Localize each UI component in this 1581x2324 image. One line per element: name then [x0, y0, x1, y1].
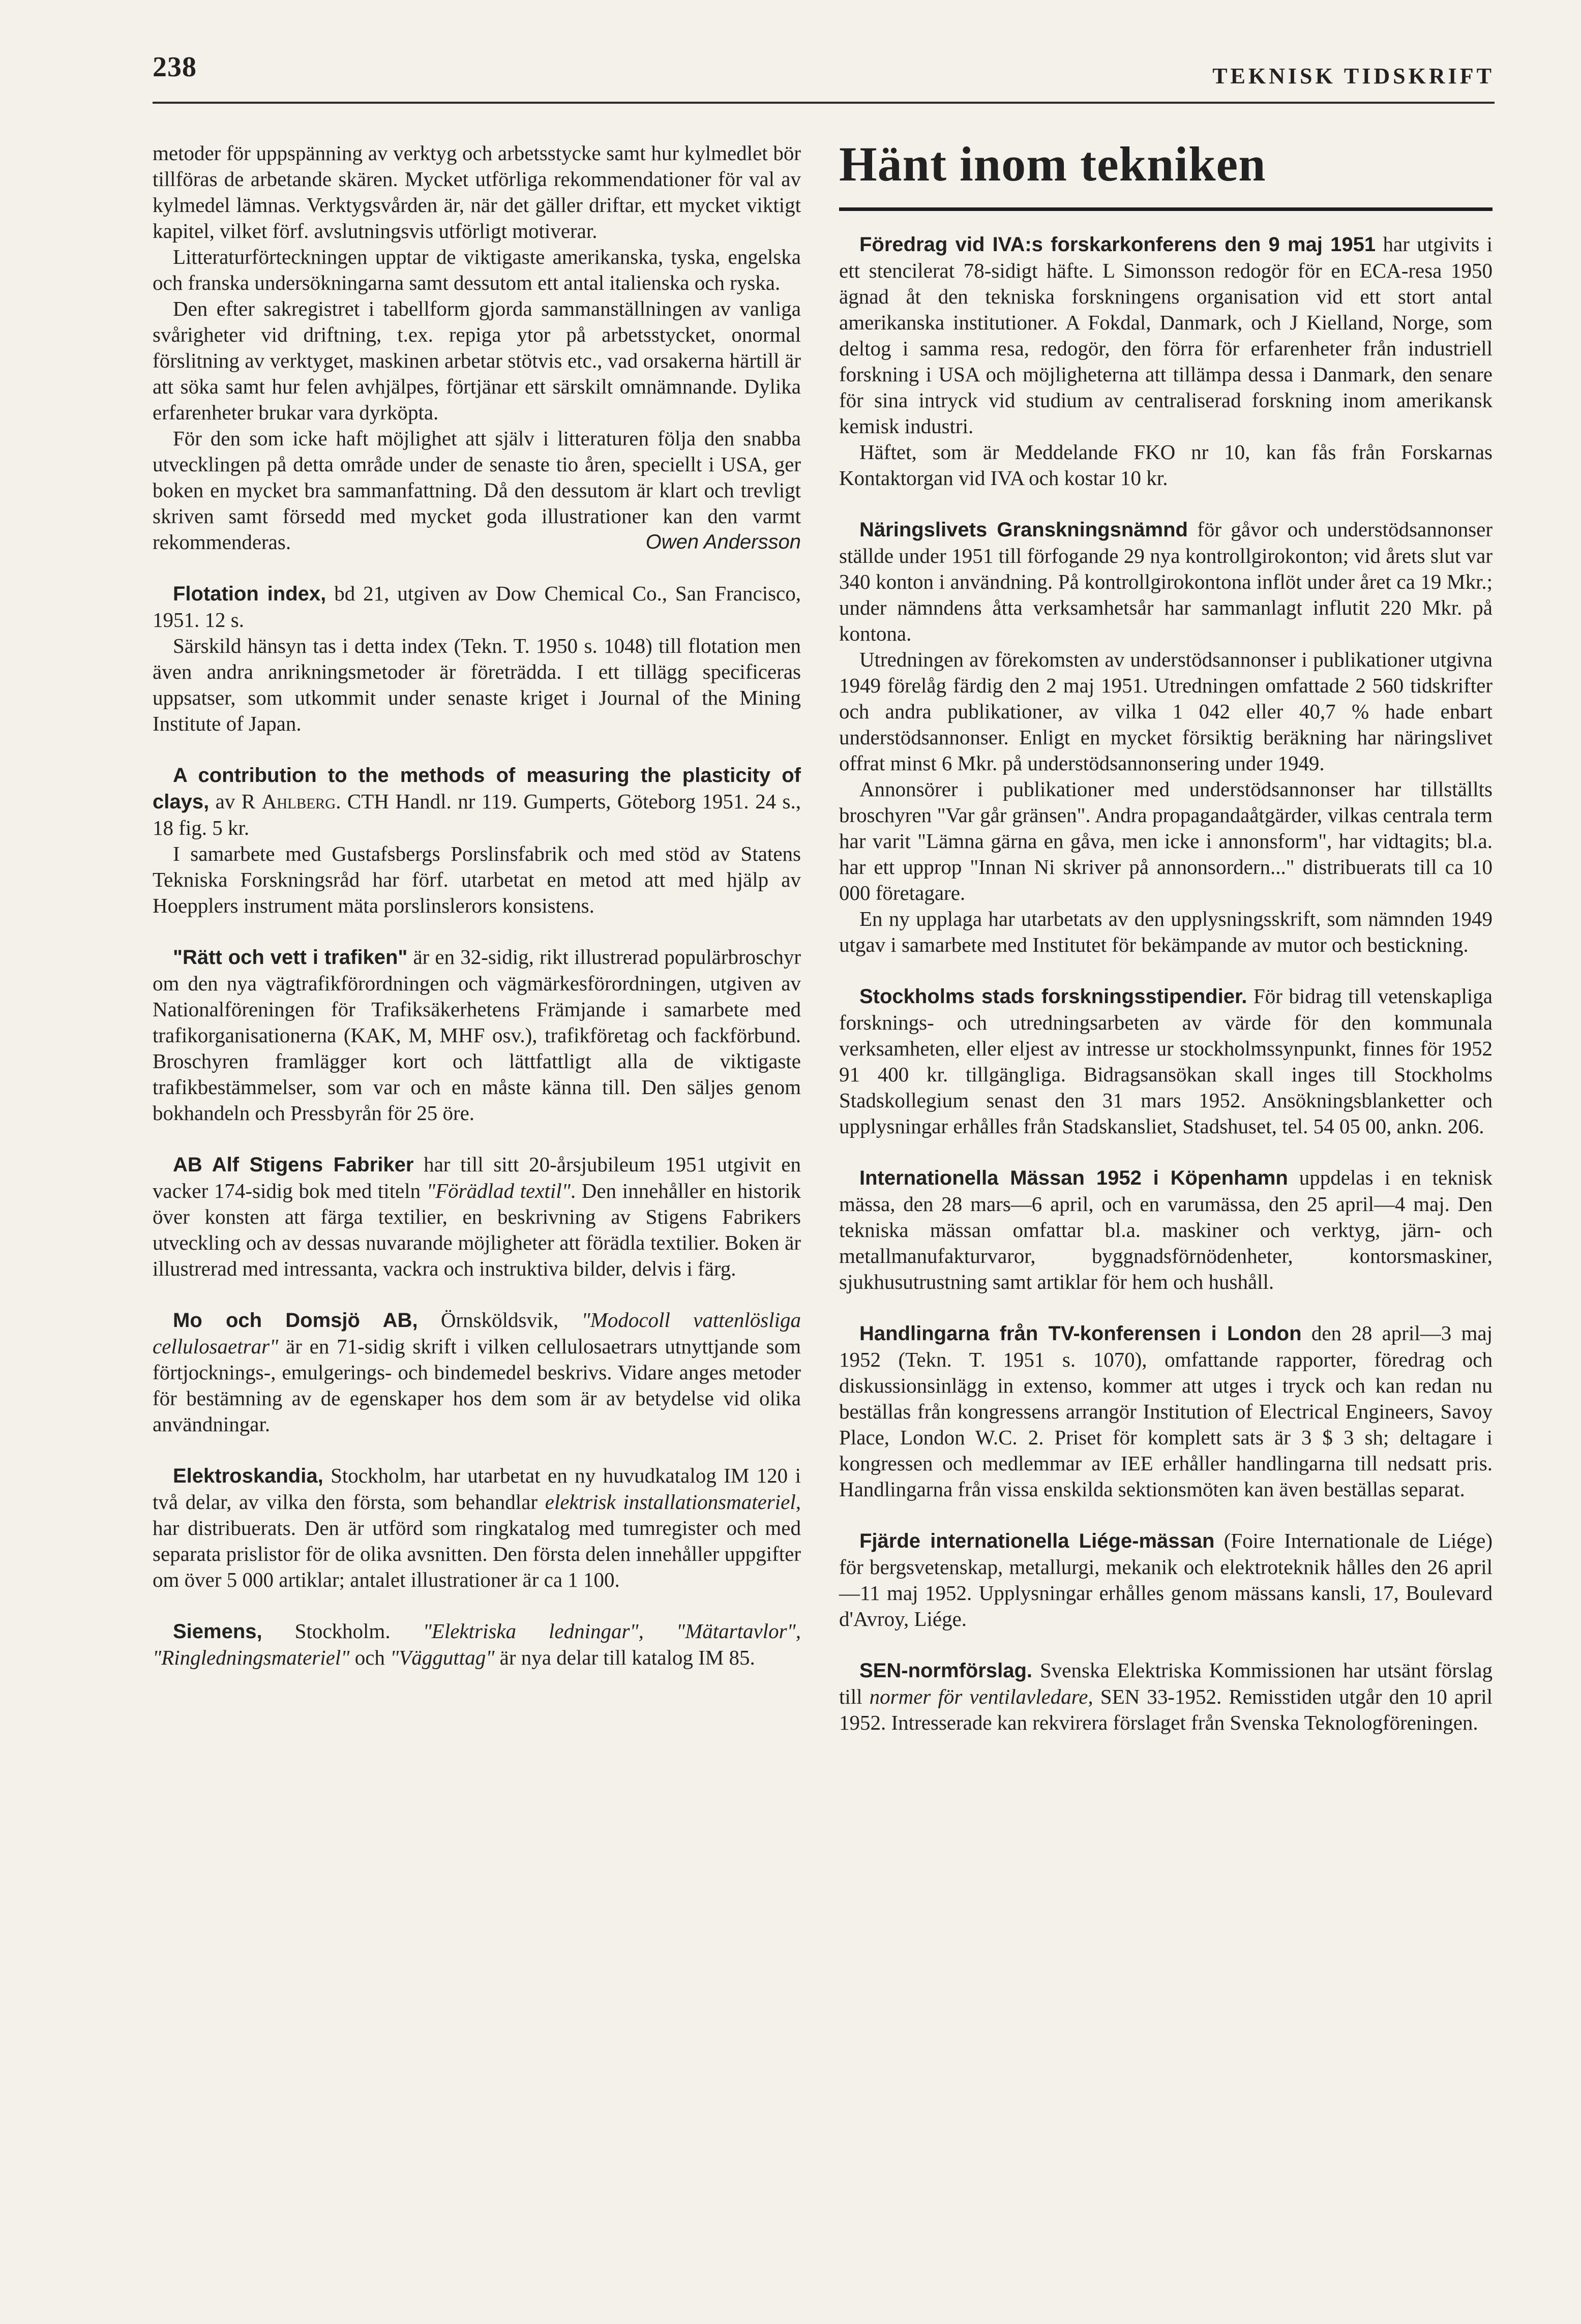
notice-text: är nya delar till katalog IM 85.	[494, 1646, 755, 1669]
notice-title: AB Alf Stigens Fabriker	[173, 1154, 414, 1176]
notice-title: Fjärde internationella Liége-mässan	[859, 1530, 1215, 1552]
notice-paragraph: Häftet, som är Meddelande FKO nr 10, kan fås från Forskarnas Kontaktorgan vid IVA och kostar 10 kr.	[839, 440, 1493, 490]
journal-title: TEKNISK TIDSKRIFT	[1212, 64, 1495, 88]
section-title-rule	[839, 207, 1493, 211]
notice-text: . Den innehåller en historik över konsten att färga textilier, en beskrivning av Stigens Fabrikers utveckling och av dessas nuvarande möjligheter att förädla textilier. Boken är illustrerad med intressanta, vackra och instruktiva bilder, delvis i färg.	[153, 1179, 801, 1280]
review-signature: Owen Andersson	[645, 531, 801, 553]
notice-contribution	[153, 762, 801, 841]
notice-text: Stockholm, har utarbetat en ny huvudkatalog IM 120 i två delar, av vilka den första, som behandlar	[153, 1464, 801, 1514]
notice-text: Svenska Elektriska Kommissionen har utsänt förslag till	[839, 1658, 1493, 1708]
notice-title: A contribution to the methods of measuring the plasticity of clays,	[153, 764, 801, 813]
notice-text: . CTH Handl. nr 119. Gumperts, Göteborg 1951. 24 s., 18 fig. 5 kr.	[153, 790, 801, 839]
left-column	[153, 140, 801, 1671]
notice-liege	[839, 1528, 1493, 1632]
notice-title: Föredrag vid IVA:s forskarkonferens den 9 maj 1951	[859, 233, 1376, 256]
notice-paragraph: En ny upplaga har utarbetats av den upplysningsskrift, som nämnden 1949 utgav i samarbete med Institutet för bekämpande av mutor och bestickning.	[839, 907, 1493, 956]
notice-massan	[839, 1165, 1493, 1295]
notice-title: SEN-normförslag.	[859, 1659, 1033, 1682]
notice-italic: "Elektriska ledningar", "Mätartavlor", "Ringledningsmateriel"	[153, 1619, 801, 1669]
notice-text: bd 21, utgiven av Dow Chemical Co., San Francisco, 1951. 12 s.	[153, 582, 801, 631]
notice-text: den 28 april—3 maj 1952 (Tekn. T. 1951 s. 1070), omfattande rapporter, föredrag och diskussionsinlägg in extenso, kommer att utges i tryck och kan redan nu beställas från kongressens arrangör Institution of Electrical Engineers, Savoy Place, London W.C. 2. Priset för komplett sats är 3 $ 3 sh; deltagare i kongressen och medlemmar av IEE erhåller handlingarna till nedsatt pris. Handlingarna från vissa enskilda sektionsmöten kan även beställas separat.	[839, 1321, 1493, 1501]
notice-paragraph: Utredningen av förekomsten av understödsannonser i publikationer utgivna 1949 förelåg färdig den 2 maj 1951. Utredningen omfattade 2 560 tidskrifter och andra publikationer, av vilka 1 042 eller 40,7 % hade enbart understödsannonser. Enligt en mycket försiktig beräkning har näringslivet offrat minst 6 Mkr. på understödsannonsering under 1949.	[839, 648, 1493, 775]
notice-italic: "Vägguttag"	[390, 1646, 495, 1669]
notice-text: är en 32-sidig, rikt illustrerad populärbroschyr om den nya vägtrafikförordningen och vägmärkesförordningen, utgiven av Nationalföreningen för Trafiksäkerhetens Främjande i samarbete med trafikorganisationerna (KAK, M, MHF osv.), trafikföretag och fackförbund. Broschyren framlägger kort och lättfattligt alla de viktigaste trafikbestämmelser, som var och en måste känna till. Den säljes genom bokhandeln och Pressbyrån för 25 öre.	[153, 945, 801, 1125]
notice-tv-konferensen	[839, 1320, 1493, 1502]
notice-italic: "Förädlad textil"	[426, 1179, 571, 1202]
notice-title: Näringslivets Granskningsnämnd	[859, 519, 1188, 541]
notice-naringslivet	[839, 517, 1493, 647]
notice-alf-stigens	[153, 1152, 801, 1282]
review-paragraph: För den som icke haft möjlighet att själv i litteraturen följa den snabba utvecklingen på detta område under de senaste tio åren, speciellt i USA, ger boken en mycket bra sammanfattning. Då den dessutom är klart och trevligt skriven samt försedd med mycket goda illustrationer kan den varmt rekommenderas.	[153, 427, 801, 554]
notice-siemens	[153, 1618, 801, 1671]
notice-title: "Rätt och vett i trafiken"	[173, 946, 408, 969]
notice-italic: elektrisk installationsmateriel,	[545, 1490, 801, 1514]
notice-text: uppdelas i en teknisk mässa, den 28 mars—6 april, och en varumässa, den 25 april—4 maj. Den tekniska mässan omfattar bl.a. maskiner och verktyg, järn- och metallmanufakturvaror, byggnadsförnödenheter, kontorsmaskiner, sjukhusutrustning samt artiklar för hem och hushåll.	[839, 1166, 1493, 1293]
notice-mo-och-domsjo	[153, 1307, 801, 1437]
notice-title: Mo och Domsjö AB,	[173, 1309, 418, 1332]
notice-italic: normer för ventilavledare,	[869, 1685, 1093, 1708]
notice-ratt-och-vett	[153, 944, 801, 1126]
notice-title: Siemens,	[173, 1620, 262, 1643]
header-rule	[153, 102, 1495, 104]
right-column	[839, 136, 1493, 1736]
notice-paragraph: I samarbete med Gustafsbergs Porslinsfabrik och med stöd av Statens Tekniska Forskningsråd har förf. utarbetat en metod att med hjälp av Hoepplers instrument mäta porslinslerors konsistens.	[153, 842, 801, 917]
notice-text: för gåvor och understödsannonser ställde under 1951 till förfogande 29 nya kontrollgirokonton; vid årets slut var 340 konton i användning. På kontrollgirokontona inflöt under året ca 19 Mkr.; under nämndens åtta verksamhetsår har sammanlagt influtit 220 Mkr. på kontona.	[839, 518, 1493, 645]
notice-text: har utgivits i ett stencilerat 78-sidigt häfte. L Simonsson redogör för en ECA-resa 1950 ägnad åt den tekniska forskningens organisation vid ett stort antal amerikanska institutioner. A Fokdal, Danmark, och J Kielland, Norge, som deltog i samma resa, redogör, den förra för erfarenheter från industriell forskning i USA och möjligheterna att tillämpa dessa i Danmark, den senare för sina intryck vid studium av centraliserad forskning inom amerikansk kemisk industri.	[839, 232, 1493, 438]
notice-title: Internationella Mässan 1952 i Köpenhamn	[859, 1167, 1288, 1189]
page-number: 238	[153, 51, 197, 83]
notice-title: Elektroskandia,	[173, 1465, 323, 1487]
notice-stockholm	[839, 983, 1493, 1139]
review-paragraph: Litteraturförteckningen upptar de viktigaste amerikanska, tyska, engelska och franska undersökningarna samt dessutom ett antal italienska och ryska.	[153, 245, 801, 294]
notice-paragraph: Annonsörer i publikationer med understödsannonser har tillställts broschyren "Var går gränsen". Andra propagandaåtgärder, vilkas centrala term har varit "Lämna gärna en gåva, men icke i annonsform", har vidtagits; bl.a. har ett upprop "Innan Ni skriver på annonsordern..." distribuerats till ca 10 000 företagare.	[839, 777, 1493, 904]
notice-text: har till sitt 20-årsjubileum 1951 utgivit en vacker 174-sidig bok med titeln	[153, 1153, 801, 1202]
notice-text: är en 71-sidig skrift i vilken cellulosaetrars utnyttjande som förtjocknings-, emulgerings- och bindemedel beskrivs. Vidare anges metoder för bestämning av de egenskaper hos dem som är av betydelse vid olika användningar.	[153, 1335, 801, 1436]
review-paragraph: metoder för uppspänning av verktyg och arbetsstycke samt hur kylmedlet bör tillföras de arbetande skären. Mycket utförliga rekommendationer för val av kylmedel lämnas. Verktygsvården är, när det gäller driftar, ett mycket viktigt kapitel, vilket förf. avslutningsvis utförligt motiverar.	[153, 141, 801, 243]
notice-text: har distribuerats. Den är utförd som ringkatalog med tumregister och med separata prislistor för de olika avsnitten. Den första delen innehåller uppgifter om över 5 000 artiklar; antalet illustrationer är ca 1 100.	[153, 1516, 801, 1591]
notice-paragraph: Särskild hänsyn tas i detta index (Tekn. T. 1950 s. 1048) till flotation men även andra anrikningsmetoder är företrädda. I ett tillägg specificeras uppsatser, som utkommit under senaste kriget i Journal of the Mining Institute of Japan.	[153, 634, 801, 735]
notice-iva	[839, 231, 1493, 439]
notice-text: och	[349, 1646, 391, 1669]
notice-text: Stockholm.	[262, 1619, 423, 1643]
review-paragraph: Den efter sakregistret i tabellform gjorda sammanställningen av vanliga svårigheter vid driftning, t.ex. repiga ytor på arbetsstycket, onormal förslitning av verktyget, maskinen arbetar stötvis etc., vad orsakerna härtill är att söka samt hur felen avhjälpes, förtjänar ett särskilt omnämnande. Dylika erfarenheter brukar vara dyrköpta.	[153, 297, 801, 424]
notice-elektroskandia	[153, 1463, 801, 1593]
notice-text: av R	[209, 790, 262, 813]
notice-title: Handlingarna från TV-konferensen i London	[859, 1322, 1302, 1345]
author-name: Ahlberg	[261, 790, 336, 813]
notice-title: Flotation index,	[173, 583, 326, 605]
notice-text: Örnsköldsvik,	[417, 1308, 582, 1332]
notice-text: (Foire Internationale de Liége) för bergsvetenskap, metallurgi, mekanik och elektroteknik hålles den 26 april—11 maj 1952. Upplysningar erhålles genom mässans kansli, 17, Boulevard d'Avroy, Liége.	[839, 1529, 1493, 1631]
notice-sen-normforslag	[839, 1657, 1493, 1736]
notice-title: Stockholms stads forskningsstipendier.	[859, 985, 1247, 1008]
section-title: Hänt inom tekniken	[839, 137, 1266, 191]
notice-text: För bidrag till vetenskapliga forsknings- och utredningsarbeten av värde för den kommunala verksamheten, eller eljest av intresse ur stockholmssynpunkt, finnes för 1952 91 400 kr. tillgängliga. Bidragsansökan skall inges till Stockholms Stadskollegium senast den 31 mars 1952. Ansökningsblanketter och upplysningar erhålles från Stadskansliet, Stadshuset, tel. 54 05 00, ankn. 206.	[839, 984, 1493, 1138]
notice-flotation	[153, 581, 801, 633]
notice-text: SEN 33-1952. Remisstiden utgår den 10 april 1952. Intresserade kan rekvirera förslaget från Svenska Teknologföreningen.	[839, 1685, 1493, 1734]
notice-italic: "Modocoll vattenlösliga cellulosaetrar"	[153, 1308, 801, 1358]
